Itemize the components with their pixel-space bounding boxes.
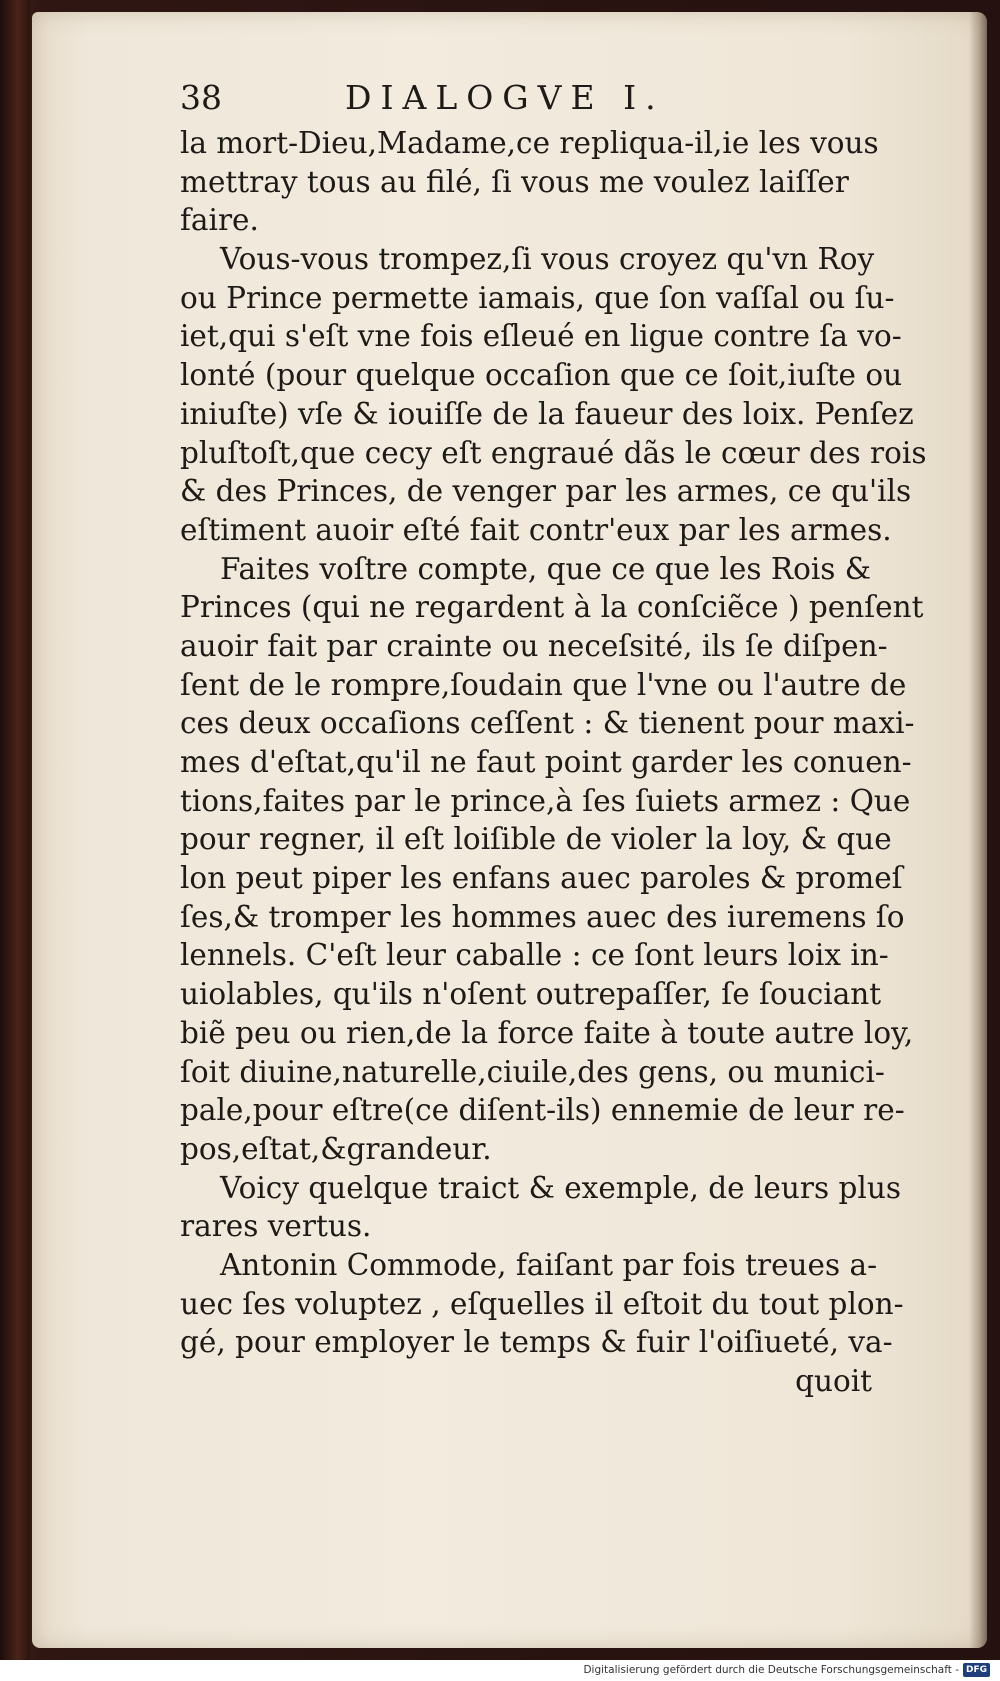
text-line: ou Prince permette iamais, que ſon vaſſal ou ſu- (180, 280, 895, 315)
text-line: auoir fait par crainte ou neceſsité, ils ſe diſpen- (180, 628, 888, 663)
book-spine-edge (0, 0, 30, 1660)
text-line: Princes (qui ne regardent à la conſciẽce ) penſent (180, 590, 924, 625)
text-line: biẽ peu ou rien,de la force faite à toute autre loy, (180, 1015, 914, 1050)
digitization-credit (583, 1661, 990, 1679)
text-line: faire. (180, 203, 259, 238)
page-number: 38 (180, 78, 222, 117)
text-line: pluſtoſt,que cecy eſt engraué dãs le cœur des rois (180, 435, 927, 470)
text-line: lon peut piper les enfans auec paroles & promeſ (180, 861, 903, 896)
text-line: gé, pour employer le temps & fuir l'oiſiueté, va- (180, 1325, 893, 1360)
text-line: & des Princes, de venger par les armes, ce qu'ils (180, 474, 912, 509)
text-line: ces deux occaſions ceſſent : & tienent pour maxi- (180, 706, 915, 741)
text-line: mettray tous au filé, ſi vous me voulez laiſſer (180, 164, 849, 199)
text-line: Voicy quelque traict & exemple, de leurs plus (220, 1170, 901, 1205)
text-line: ſoit diuine,naturelle,ciuile,des gens, ou munici- (180, 1054, 885, 1089)
text-line: lennels. C'eſt leur caballe : ce ſont leurs loix in- (180, 938, 889, 973)
text-line: tions,faites par le prince,à ſes ſuiets armez : Que (180, 783, 911, 818)
credit-text: Digitalisierung gefördert durch die Deutsche Forschungsgemeinschaft - (583, 1664, 959, 1676)
text-line: lonté (pour quelque occaſion que ce ſoit,iuſte ou (180, 358, 903, 393)
text-line: ſes,& tromper les hommes auec des iuremens ſo (180, 899, 905, 934)
page-header (180, 72, 900, 124)
text-line: Antonin Commode, faiſant par fois treues a- (220, 1247, 878, 1282)
page-edge-shadow (969, 12, 987, 1648)
text-line: mes d'eſtat,qu'il ne faut point garder les conuen- (180, 745, 912, 779)
text-line: iet,qui s'eſt vne fois eſleué en ligue contre ſa vo- (180, 319, 902, 354)
running-title: DIALOGVE I. (345, 78, 665, 117)
text-line: Faites voſtre compte, que ce que les Rois & (220, 551, 872, 586)
text-line: la mort-Dieu,Madame,ce repliqua-il,ie les vous (180, 126, 879, 160)
text-line: iniuſte) vſe & iouiſſe de la faueur des loix. Penſez (180, 396, 914, 431)
page-text-block (180, 72, 927, 1401)
text-line: uec ſes voluptez , eſquelles il eſtoit du tout plon- (180, 1286, 904, 1321)
text-line: eſtiment auoir eſté fait contr'eux par les armes. (180, 512, 892, 547)
text-line: ſent de le rompre,ſoudain que l'vne ou l'autre de (180, 667, 907, 702)
text-line: pour regner, il eſt loiſible de violer la loy, & que (180, 822, 892, 857)
text-line: uiolables, qu'ils n'oſent outrepaſſer, ſe ſouciant (180, 977, 882, 1012)
text-line: rares vertus. (180, 1209, 372, 1244)
text-line: pale,pour eſtre(ce diſent-ils) ennemie de leur re- (180, 1093, 905, 1128)
catchword: quoit (795, 1364, 872, 1398)
dfg-logo-icon: DFG (963, 1663, 990, 1677)
text-line: Vous-vous trompez,ſi vous croyez qu'vn Roy (220, 242, 875, 277)
text-line: pos,eſtat,&grandeur. (180, 1131, 492, 1166)
